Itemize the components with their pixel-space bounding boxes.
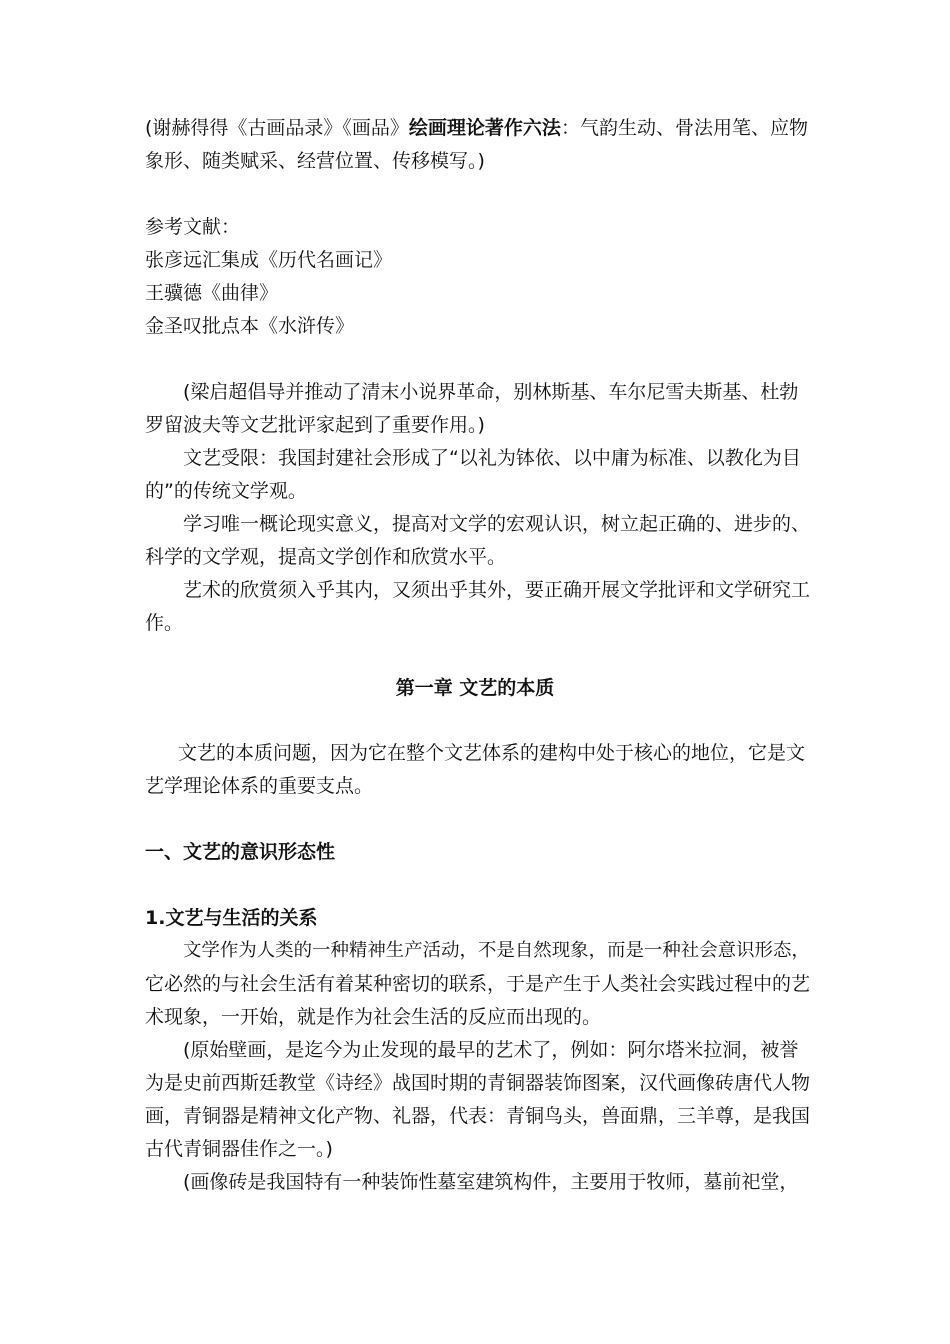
para1-line1 — [145, 116, 810, 140]
para5-line1: 艺术的欣赏须入乎其内，又须出乎其外，要正确开展文学批评和文学研究工 — [183, 579, 811, 601]
para8-line3: 画，青铜器是精神文化产物、礼器，代表：青铜鸟头，兽面鼎，三羊尊，是我国 — [145, 1105, 811, 1127]
para7-line2: 它必然的与社会生活有着某种密切的联系，于是产生于人类社会实践过程中的艺 — [145, 973, 811, 995]
para2-line2: 罗留波夫等文艺批评家起到了重要作用。) — [145, 414, 485, 436]
references-heading: 参考文献： — [145, 216, 241, 238]
para8-line4: 古代青铜器佳作之一。) — [145, 1138, 333, 1160]
para6-line1: 文艺的本质问题，因为它在整个文艺体系的建构中处于核心的地位，它是文 — [178, 742, 806, 764]
reference-item: 王骥德《曲律》 — [145, 282, 279, 304]
para9-line1: (画像砖是我国特有一种装饰性墓室建筑构件，主要用于牧师，墓前祀堂， — [183, 1171, 799, 1193]
para1-line2: 象形、随类赋采、经营位置、传移模写。) — [145, 150, 485, 172]
reference-item: 张彦远汇集成《历代名画记》 — [145, 249, 393, 271]
para6-line2: 艺学理论体系的重要支点。 — [145, 775, 374, 797]
para8-line2: 为是史前西斯廷教堂《诗经》战国时期的青铜器装饰图案，汉代画像砖唐代人物 — [145, 1072, 811, 1094]
para3-line2: 的”的传统文学观。 — [145, 480, 307, 502]
para4-line2: 科学的文学观，提高文学创作和欣赏水平。 — [145, 546, 507, 568]
subsection-title: 1.文艺与生活的关系 — [145, 907, 318, 929]
section-title: 一、文艺的意识形态性 — [145, 841, 336, 863]
chapter-title: 第一章 文艺的本质 — [395, 677, 555, 699]
para1-line1-bold: 绘画理论著作六法 — [408, 117, 561, 139]
para2-line1: (梁启超倡导并推动了清末小说界革命，别林斯基、车尔尼雪夫斯基、杜勃 — [183, 381, 799, 403]
para5-line2: 作。 — [145, 612, 184, 634]
para8-line1: (原始壁画，是迄今为止发现的最早的艺术了，例如：阿尔塔米拉洞，被誉 — [183, 1039, 799, 1061]
para3-line1: 文艺受限：我国封建社会形成了“以礼为钵依、以中庸为标准、以教化为目 — [183, 447, 801, 469]
para1-line1-pre: (谢赫得得《古画品录》《画品》 — [145, 117, 409, 139]
para7-line1: 文学作为人类的一种精神生产活动，不是自然现象，而是一种社会意识形态， — [183, 940, 810, 961]
para7-line3: 术现象，一开始，就是作为社会生活的反应而出现的。 — [145, 1006, 602, 1028]
para4-line1: 学习唯一概论现实意义，提高对文学的宏观认识，树立起正确的、进步的、 — [183, 513, 811, 535]
para1-line1-post: ：气韵生动、骨法用笔、应物 — [560, 117, 808, 139]
reference-item: 金圣叹批点本《水浒传》 — [145, 315, 355, 337]
